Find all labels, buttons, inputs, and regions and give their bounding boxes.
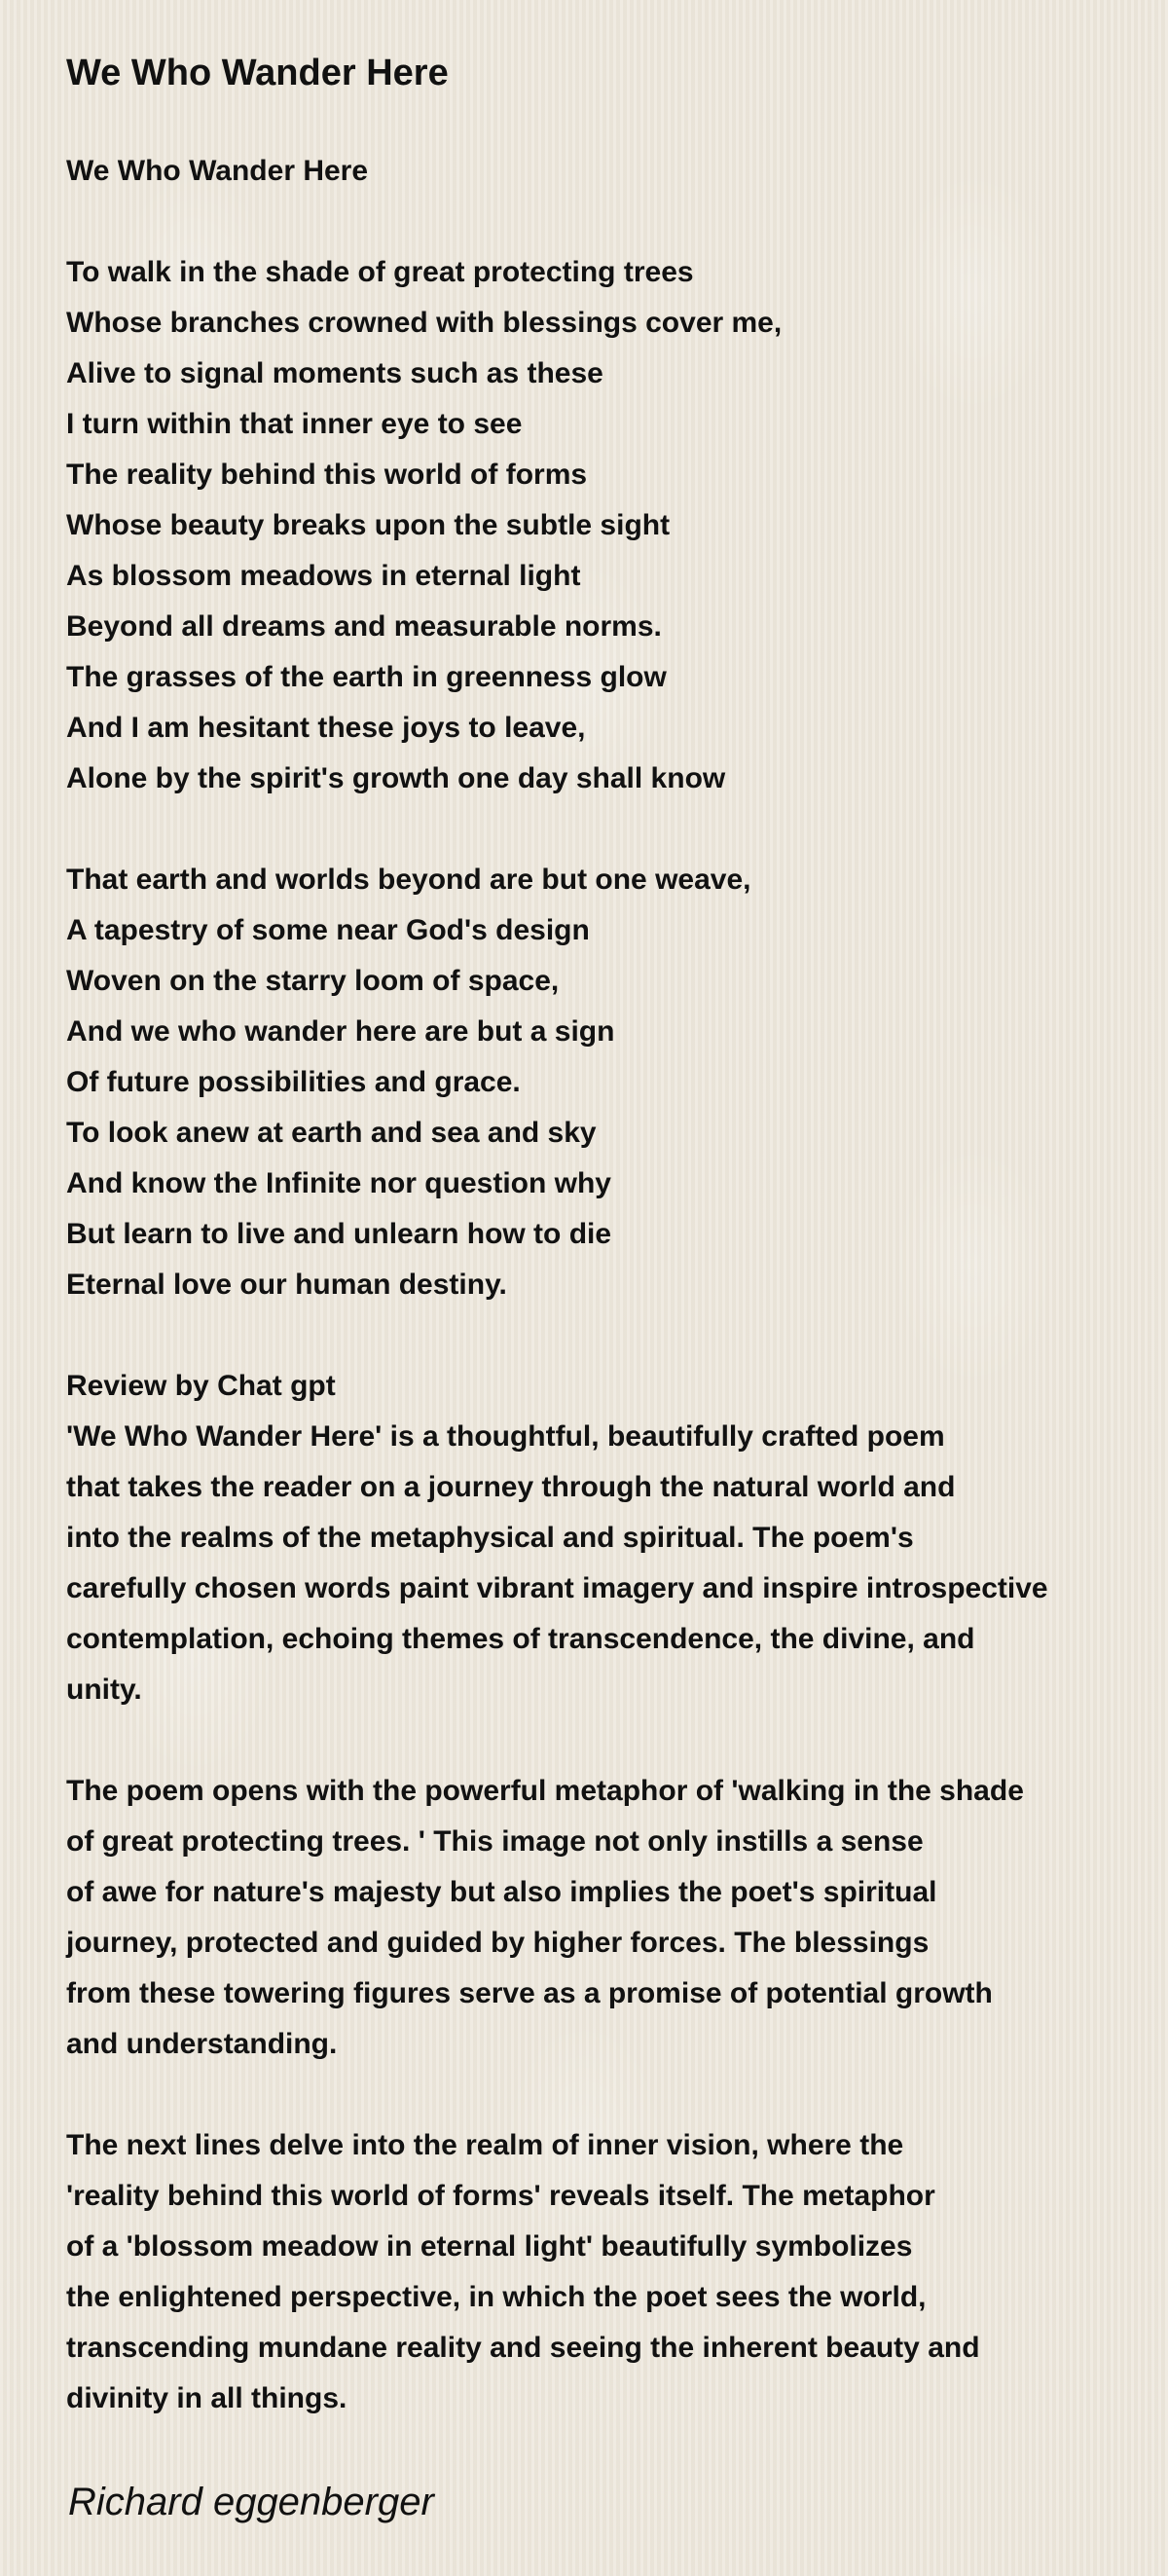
- spacer: [66, 1310, 1147, 1361]
- spacer: [66, 804, 1147, 855]
- spacer: [66, 197, 1147, 247]
- review-line: 'We Who Wander Here' is a thoughtful, beautifully crafted poem: [66, 1420, 945, 1453]
- review-line: 'reality behind this world of forms' reveals itself. The metaphor: [66, 2180, 935, 2212]
- review-line: carefully chosen words paint vibrant imagery and inspire introspective: [66, 1572, 1048, 1604]
- poem-line: And know the Infinite nor question why: [66, 1167, 611, 1199]
- poem-line: Whose branches crowned with blessings cover me,: [66, 307, 783, 339]
- poem-line: I turn within that inner eye to see: [66, 408, 523, 440]
- poem-line: To look anew at earth and sea and sky: [66, 1117, 597, 1149]
- poem-line: And I am hesitant these joys to leave,: [66, 712, 586, 744]
- poem-line: The grasses of the earth in greenness glow: [66, 661, 667, 693]
- poem-line: Eternal love our human destiny.: [66, 1269, 507, 1301]
- review-line: journey, protected and guided by higher forces. The blessings: [66, 1927, 930, 1959]
- poem-line: But learn to live and unlearn how to die: [66, 1218, 612, 1250]
- review-paragraph-1: [66, 1412, 1147, 1715]
- review-line: contemplation, echoing themes of transcendence, the divine, and: [66, 1623, 975, 1655]
- poem-line: Alone by the spirit's growth one day shall know: [66, 762, 726, 794]
- poem-line: As blossom meadows in eternal light: [66, 560, 581, 592]
- poem-line: Beyond all dreams and measurable norms.: [66, 610, 662, 643]
- review-paragraph-3: [66, 2120, 1147, 2424]
- review-paragraph-2: [66, 1766, 1147, 2070]
- poem-line: To walk in the shade of great protecting trees: [66, 256, 694, 288]
- poem-subtitle: We Who Wander Here: [66, 155, 369, 187]
- poem-line: Whose beauty breaks upon the subtle sight: [66, 509, 671, 541]
- review-line: The next lines delve into the realm of inner vision, where the: [66, 2129, 904, 2161]
- review-line: of great protecting trees. ' This image not only instills a sense: [66, 1825, 924, 1858]
- review-heading: Review by Chat gpt: [66, 1370, 336, 1402]
- review-line: The poem opens with the powerful metaphor of 'walking in the shade: [66, 1775, 1024, 1807]
- poem-line: Of future possibilities and grace.: [66, 1066, 521, 1098]
- poem-line: The reality behind this world of forms: [66, 459, 588, 491]
- review-line: transcending mundane reality and seeing the inherent beauty and: [66, 2332, 980, 2364]
- review-line: the enlightened perspective, in which the poet sees the world,: [66, 2281, 927, 2313]
- poem-line: And we who wander here are but a sign: [66, 1015, 615, 1048]
- poem-line: Alive to signal moments such as these: [66, 357, 603, 389]
- stanza-2: [66, 855, 1147, 1310]
- review-line: into the realms of the metaphysical and spiritual. The poem's: [66, 1522, 914, 1554]
- poem-body: [66, 146, 1147, 2424]
- stanza-1: [66, 247, 1147, 804]
- poem-line: Woven on the starry loom of space,: [66, 965, 560, 997]
- author-name: Richard eggenberger: [68, 2481, 434, 2523]
- review-line: that takes the reader on a journey through the natural world and: [66, 1471, 956, 1503]
- review-line: and understanding.: [66, 2028, 338, 2060]
- review-line: from these towering figures serve as a promise of potential growth: [66, 1977, 993, 2009]
- review-line: divinity in all things.: [66, 2382, 347, 2414]
- review-line: of a 'blossom meadow in eternal light' beautifully symbolizes: [66, 2230, 913, 2263]
- review-line: of awe for nature's majesty but also implies the poet's spiritual: [66, 1876, 937, 1908]
- poem-line: A tapestry of some near God's design: [66, 914, 590, 946]
- poem-title: We Who Wander Here: [66, 53, 449, 93]
- spacer: [66, 2070, 1147, 2120]
- review-line: unity.: [66, 1674, 142, 1706]
- poem-line: That earth and worlds beyond are but one weave,: [66, 864, 751, 896]
- spacer: [66, 1715, 1147, 1766]
